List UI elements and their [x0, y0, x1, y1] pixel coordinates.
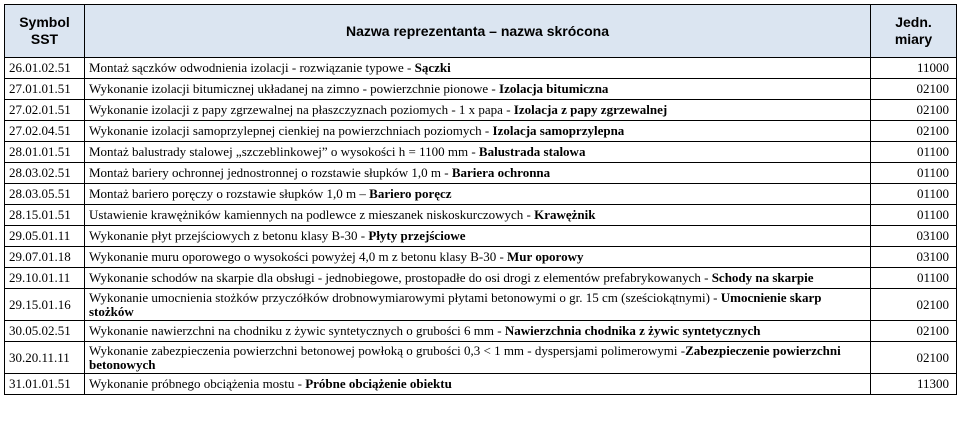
header-row: [5, 5, 957, 58]
short-name: Płyty przejściowe: [368, 228, 466, 243]
sst-code-cell: 28.15.01.51: [5, 205, 85, 226]
short-name: Zabezpieczenie powierzchni betonowych: [89, 342, 841, 372]
description-text: Wykonanie muru oporowego o wysokości powyżej 4,0 m z betonu klasy B-30 -: [89, 249, 508, 264]
description-cell: [85, 374, 871, 395]
sst-code-cell: 29.10.01.11: [5, 268, 85, 289]
table-row: [5, 163, 957, 184]
short-name: Izolacja bitumiczna: [499, 81, 609, 96]
header-symbol-line1: Symbol: [19, 14, 70, 30]
description-cell: [85, 121, 871, 142]
description-text: Wykonanie izolacji z papy zgrzewalnej na płaszczyznach poziomych - 1 x papa -: [89, 102, 514, 117]
description-text: Montaż bariero poręczy o rozstawie słupków 1,0 m –: [89, 186, 370, 201]
unit-cell: 02100: [871, 79, 957, 100]
short-name: Izolacja z papy zgrzewalnej: [513, 102, 668, 117]
short-name: Schody na skarpie: [711, 270, 814, 285]
sst-code-cell: 31.01.01.51: [5, 374, 85, 395]
table-row: [5, 268, 957, 289]
table-row: [5, 374, 957, 395]
short-name: Nawierzchnia chodnika z żywic syntetycznych: [504, 323, 761, 338]
unit-cell: 02100: [871, 321, 957, 342]
description-cell: [85, 268, 871, 289]
description-text: Montaż sączków odwodnienia izolacji - rozwiązanie typowe -: [89, 60, 415, 75]
sst-code-cell: 29.15.01.16: [5, 289, 85, 321]
unit-cell: 03100: [871, 226, 957, 247]
description-cell: [85, 100, 871, 121]
unit-cell: 01100: [871, 205, 957, 226]
description-cell: [85, 58, 871, 79]
sst-code-cell: 29.05.01.11: [5, 226, 85, 247]
header-symbol-line2: SST: [30, 31, 59, 47]
unit-cell: 11300: [871, 374, 957, 395]
unit-cell: 01100: [871, 184, 957, 205]
description-text: Wykonanie nawierzchni na chodniku z żywic syntetycznych o grubości 6 mm -: [89, 323, 505, 338]
sst-code-cell: 27.01.01.51: [5, 79, 85, 100]
table-row: [5, 226, 957, 247]
description-cell: [85, 184, 871, 205]
description-cell: [85, 205, 871, 226]
description-text: Wykonanie płyt przejściowych z betonu klasy B-30 -: [89, 228, 369, 243]
table-row: [5, 58, 957, 79]
unit-cell: 01100: [871, 268, 957, 289]
description-text: Wykonanie umocnienia stożków przyczółków drobnowymiarowymi płytami betonowymi o gr. 15 cm (sześciokątnymi) -: [89, 289, 721, 305]
description-cell: [85, 247, 871, 268]
sst-code-cell: 29.07.01.18: [5, 247, 85, 268]
sst-code-cell: 26.01.02.51: [5, 58, 85, 79]
description-text: Wykonanie izolacji bitumicznej układanej na zimno - powierzchnie pionowe -: [89, 81, 500, 96]
short-name: Mur oporowy: [507, 249, 584, 264]
description-text: Wykonanie próbnego obciążenia mostu -: [89, 376, 306, 391]
unit-cell: 01100: [871, 142, 957, 163]
description-text: Wykonanie izolacji samoprzylepnej cienkiej na powierzchniach poziomych -: [89, 123, 493, 138]
sst-code-cell: 28.03.05.51: [5, 184, 85, 205]
description-cell: [85, 79, 871, 100]
sst-code-cell: 27.02.01.51: [5, 100, 85, 121]
sst-code-cell: 30.20.11.11: [5, 342, 85, 374]
table-row: [5, 184, 957, 205]
header-name: Nazwa reprezentanta – nazwa skrócona: [85, 5, 871, 58]
header-unit-line1: Jedn.: [895, 14, 932, 30]
document-page: [4, 4, 957, 395]
sst-code-cell: 30.05.02.51: [5, 321, 85, 342]
table-row: [5, 205, 957, 226]
short-name: Bariero poręcz: [369, 186, 452, 201]
table-row: [5, 79, 957, 100]
table-header: [5, 5, 957, 58]
header-unit-line2: miary: [894, 31, 933, 47]
table-row: [5, 321, 957, 342]
table-row: [5, 247, 957, 268]
unit-cell: 02100: [871, 100, 957, 121]
description-text: Wykonanie schodów na skarpie dla obsługi - jednobiegowe, prostopadłe do osi drogi z elementów prefabrykowanych -: [89, 270, 712, 285]
short-name: Próbne obciążenie obiektu: [305, 376, 452, 391]
unit-cell: 11000: [871, 58, 957, 79]
unit-cell: 02100: [871, 342, 957, 374]
header-symbol: [5, 5, 85, 58]
description-text: Ustawienie krawężników kamiennych na podlewce z mieszanek niskoskurczowych -: [89, 207, 535, 222]
header-unit: [871, 5, 957, 58]
table-row: [5, 289, 957, 321]
description-cell: [85, 142, 871, 163]
description-text: Wykonanie zabezpieczenia powierzchni betonowej powłoką o grubości 0,3 < 1 mm - dyspersjami polimerowymi -: [89, 342, 686, 358]
description-cell: [85, 226, 871, 247]
description-cell: [85, 342, 871, 374]
table-row: [5, 121, 957, 142]
table-row: [5, 342, 957, 374]
table-row: [5, 100, 957, 121]
description-cell: [85, 163, 871, 184]
description-text: Montaż balustrady stalowej „szczeblinkowej” o wysokości h = 1100 mm -: [89, 144, 479, 159]
short-name: Izolacja samoprzylepna: [492, 123, 625, 138]
short-name: Sączki: [414, 60, 451, 75]
short-name: Krawężnik: [534, 207, 596, 222]
table-row: [5, 142, 957, 163]
sst-table: [4, 4, 957, 395]
unit-cell: 01100: [871, 163, 957, 184]
description-cell: [85, 321, 871, 342]
description-text: Montaż bariery ochronnej jednostronnej o rozstawie słupków 1,0 m -: [89, 165, 452, 180]
table-body: [5, 58, 957, 395]
short-name: Umocnienie skarp stożków: [89, 289, 822, 319]
short-name: Bariera ochronna: [451, 165, 551, 180]
sst-code-cell: 27.02.04.51: [5, 121, 85, 142]
sst-code-cell: 28.01.01.51: [5, 142, 85, 163]
short-name: Balustrada stalowa: [478, 144, 586, 159]
unit-cell: 03100: [871, 247, 957, 268]
unit-cell: 02100: [871, 289, 957, 321]
description-cell: [85, 289, 871, 321]
unit-cell: 02100: [871, 121, 957, 142]
sst-code-cell: 28.03.02.51: [5, 163, 85, 184]
